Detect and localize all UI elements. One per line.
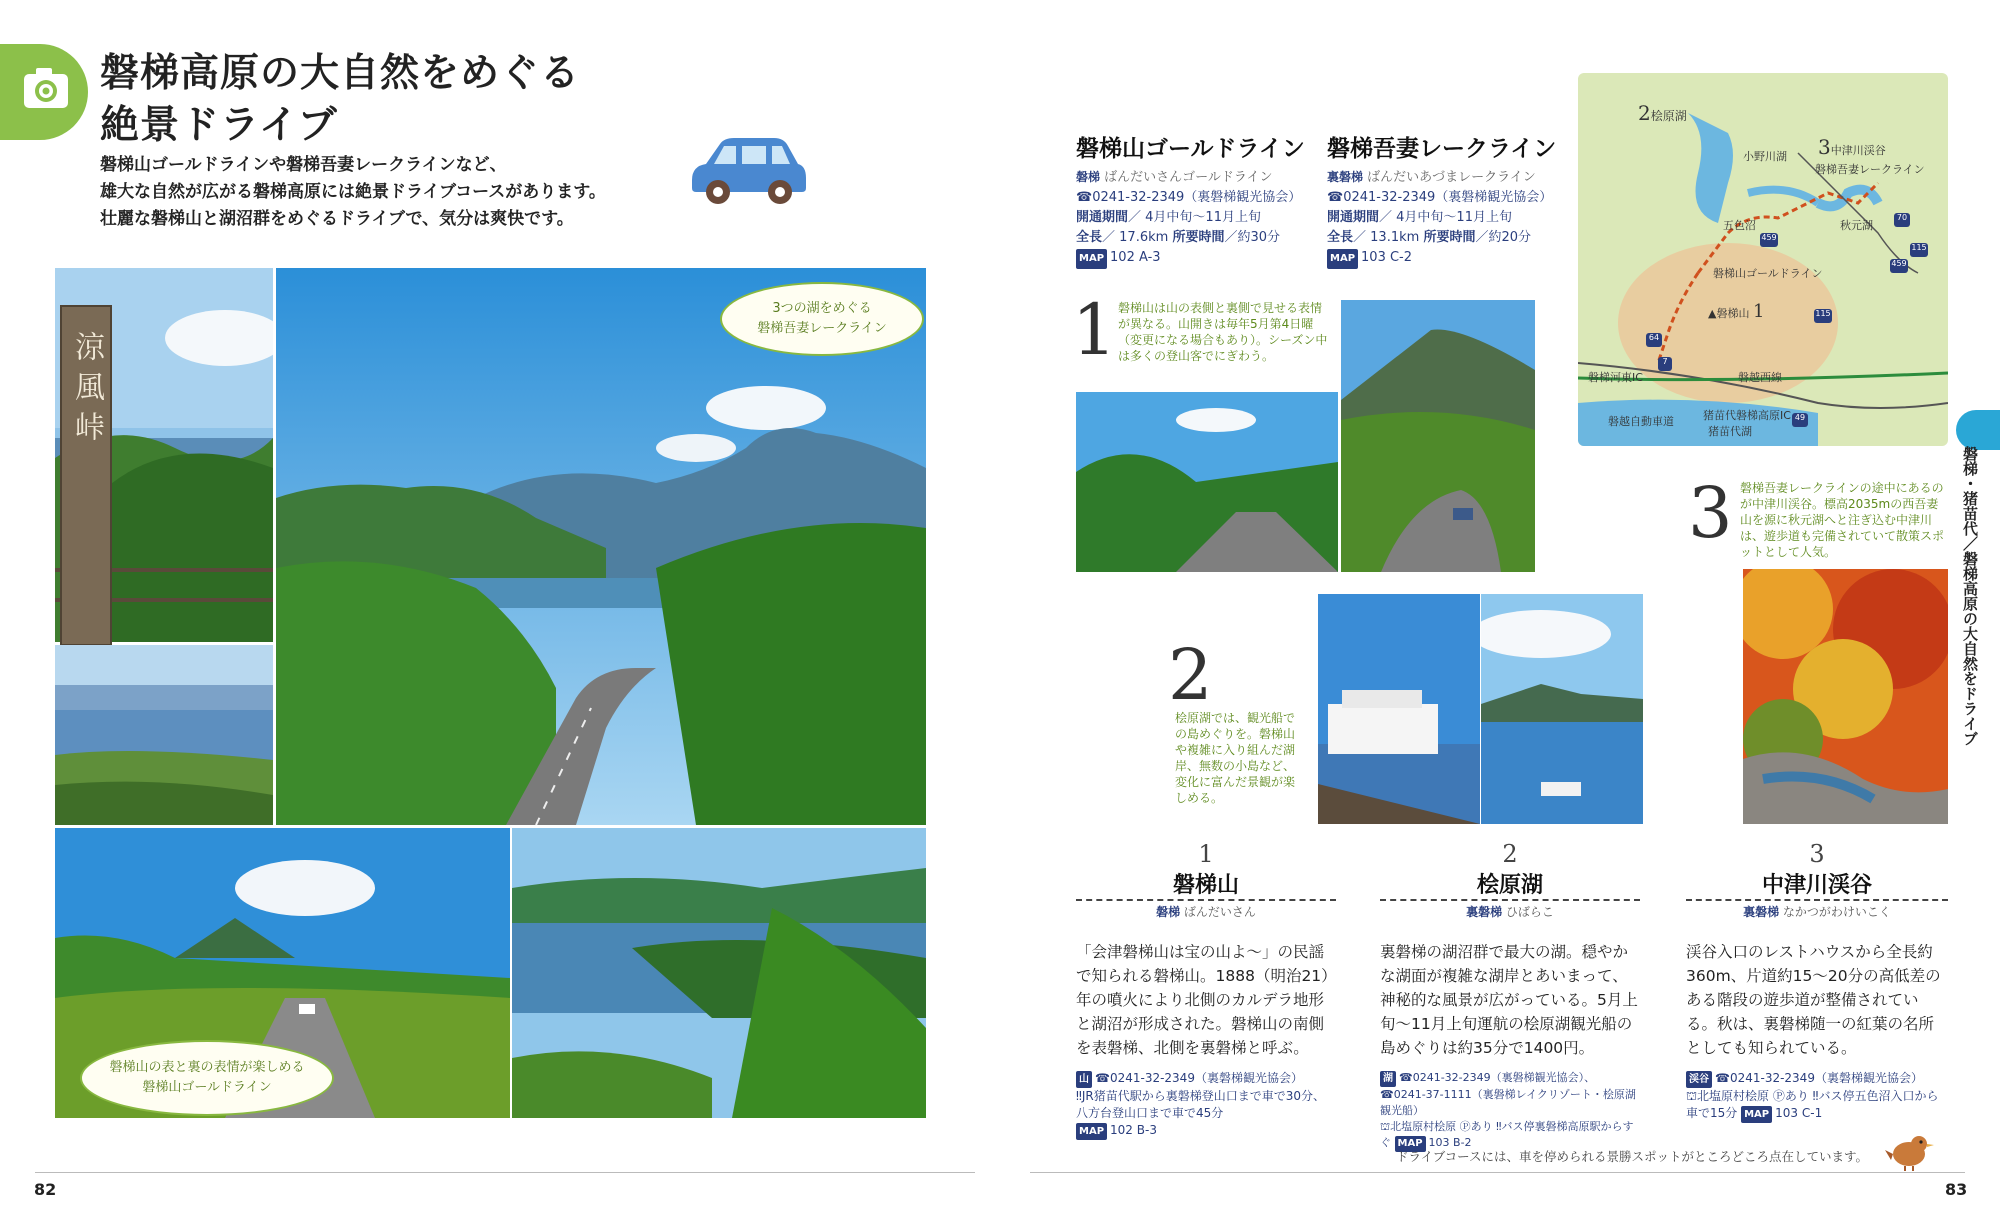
spot-name: 中津川渓谷 [1761, 873, 1872, 898]
label: 所要時間 [1172, 230, 1225, 245]
map-ref: 102 A-3 [1110, 250, 1161, 265]
page-bottom-rule [1030, 1172, 1965, 1173]
spot-reading: ばんだいさん [1183, 905, 1256, 919]
spot-bandaisan [1076, 840, 1336, 1140]
page-title [100, 48, 580, 152]
spot-access: ‼JR猪苗代駅から裏磐梯登山口まで車で30分、八方台登山口まで車で45分 [1076, 1089, 1325, 1120]
map-label-akimoto: 秋元湖 [1840, 219, 1873, 232]
bubble-text: 磐梯吾妻レークライン [757, 321, 887, 336]
route-reading: ばんだいさんゴールドライン [1104, 170, 1273, 185]
spot-reading: なかつがわけいこく [1782, 905, 1891, 919]
area-tag: 磐梯 [1156, 905, 1181, 919]
map-label-bandaisan [1708, 301, 1764, 322]
lead-line: 雄大な自然が広がる磐梯高原には絶景ドライブコースがあります。 [100, 182, 606, 202]
area-tag: 裏磐梯 [1327, 170, 1364, 184]
lead-line: 磐梯山ゴールドラインや磐梯吾妻レークラインなど、 [100, 155, 507, 175]
route-shield: 459 [1760, 233, 1778, 247]
area-tag: 裏磐梯 [1466, 905, 1503, 919]
map-label-onogawa: 小野川湖 [1743, 150, 1787, 163]
route-time: ／約30分 [1224, 230, 1280, 245]
caption-text-2: 桧原湖では、観光船での島めぐりを。磐梯山や複雑に入り組んだ湖岸、無数の小島など、変化に富んだ景観が楽しめる。 [1175, 711, 1296, 805]
label: 所要時間 [1423, 230, 1476, 245]
lead-line: 壮麗な磐梯山と湖沼群をめぐるドライブで、気分は爽快です。 [100, 209, 574, 229]
page-number-right: 83 [1945, 1180, 1968, 1199]
signpost-text: 涼風峠 [69, 331, 104, 451]
route-length: ／ 13.1km [1353, 230, 1420, 245]
route-period: ／ 4月中旬〜11月上旬 [1379, 210, 1512, 225]
photo-nakatsugawa-gorge [1743, 569, 1948, 824]
page-bottom-rule [35, 1172, 975, 1173]
route-title: 磐梯吾妻レークライン [1327, 136, 1557, 162]
route-phone: ☎0241-32-2349（裏磐梯観光協会） [1327, 190, 1553, 205]
footer-note: ドライブコースには、車を停められる景勝スポットがところどころ点在しています。 [1396, 1149, 1869, 1164]
label: 開通期間 [1076, 210, 1129, 225]
spot-number: 3 [1809, 840, 1825, 868]
route-shield: 459 [1890, 259, 1908, 273]
label: 全長 [1327, 230, 1354, 245]
spot-hibara [1380, 840, 1640, 1152]
area-tag: 裏磐梯 [1743, 905, 1780, 919]
map-label: 中津川渓谷 [1830, 144, 1886, 157]
route-reading: ばんだいあづまレークライン [1367, 170, 1536, 185]
route-period: ／ 4月中旬〜11月上旬 [1128, 210, 1261, 225]
car-illustration [686, 130, 810, 210]
label: 全長 [1076, 230, 1103, 245]
photo-lakeline-volcano [1341, 300, 1535, 572]
route-phone: ☎0241-32-2349（裏磐梯観光協会） [1076, 190, 1302, 205]
map-label-kawahigashi: 磐梯河東IC [1588, 371, 1643, 384]
map-badge: MAP [1741, 1106, 1772, 1123]
map-num: 1 [1752, 301, 1765, 322]
photo-hibara-lake [1481, 594, 1643, 824]
title-line-1: 磐梯高原の大自然をめぐる [100, 51, 581, 96]
spot-name: 磐梯山 [1172, 873, 1239, 898]
map-num: 3 [1818, 135, 1831, 159]
bubble-text: 3つの湖をめぐる [772, 301, 872, 316]
route-goldline [1076, 130, 1326, 269]
caption-text-3: 磐梯吾妻レークラインの途中にあるのが中津川渓谷。標高2035mの西吾妻山を源に秋元湖へと注ぎ込む中津川は、遊歩道も完備されていて散策スポットとして人気。 [1740, 481, 1945, 559]
side-tab-marker [1956, 410, 2000, 450]
photo-sightseeing-boat [1318, 594, 1480, 824]
spot-number: 1 [1198, 840, 1214, 868]
map-ref: 103 C-1 [1775, 1106, 1823, 1120]
spot-number: 2 [1502, 840, 1518, 868]
photo-lake-overlook [55, 645, 273, 825]
map-label-lakeline: 磐梯吾妻レークライン [1815, 163, 1925, 176]
camera-icon [0, 44, 88, 140]
spot-access: ⛫北塩原村桧原 Ⓟあり ‼バス停五色沼入口から車で15分 [1686, 1089, 1939, 1120]
caption-text-1: 磐梯山は山の表側と裏側で見せる表情が異なる。山開きは毎年5月第4日曜（変更になる場合もあり）。シーズン中は多くの登山客でにぎわう。 [1118, 301, 1328, 363]
caption-number-1: 1 [1072, 289, 1117, 371]
spot-nakatsugawa [1686, 840, 1948, 1123]
camera-icon-tab [0, 44, 88, 140]
map-badge: MAP [1395, 1136, 1426, 1152]
map-label-jidoshado: 磐越自動車道 [1608, 415, 1674, 428]
spot-description: 渓谷入口のレストハウスから全長約360m、片道約15〜20分の高低差のある階段の遊歩道が整備されている。秋は、裏磐梯随一の紅葉の名所としても知られている。 [1686, 943, 1941, 1057]
bird-icon [1885, 1128, 1935, 1172]
bubble-text: 磐梯山の表と裏の表情が楽しめる [109, 1060, 305, 1075]
map-label-goldline: 磐梯山ゴールドライン [1713, 267, 1823, 280]
spot-phone: ☎0241-32-2349（裏磐梯観光協会） [1715, 1071, 1923, 1085]
map-label-inawashiro-ko: 猪苗代湖 [1708, 425, 1752, 438]
map-label: 桧原湖 [1650, 109, 1687, 123]
route-title: 磐梯山ゴールドライン [1076, 136, 1305, 162]
route-length: ／ 17.6km [1102, 230, 1169, 245]
spot-phone: ☎0241-32-2349（裏磐梯観光協会）、☎0241-37-1111（裏磐梯レイクリゾート・桧原湖観光船） [1380, 1071, 1636, 1117]
lead-text [100, 152, 660, 233]
route-shield: 70 [1894, 213, 1910, 227]
route-time: ／約20分 [1475, 230, 1531, 245]
map-ref: 103 C-2 [1361, 250, 1413, 265]
map-badge: MAP [1076, 249, 1107, 269]
caption-number-3: 3 [1688, 472, 1733, 554]
route-shield: 49 [1792, 413, 1808, 427]
map-ref: 103 B-2 [1428, 1136, 1472, 1149]
bubble-text: 磐梯山ゴールドライン [142, 1080, 272, 1095]
map-label-bandainishi: 磐越西線 [1738, 371, 1782, 384]
signpost [60, 305, 112, 646]
route-map [1578, 73, 1948, 446]
label: 開通期間 [1327, 210, 1380, 225]
side-tab-text: 磐梯・猪苗代／磐梯高原の大自然をドライブ [1961, 446, 1979, 746]
map-ref: 102 B-3 [1110, 1123, 1157, 1137]
map-num: 2 [1638, 101, 1651, 125]
route-shield: 115 [1910, 243, 1928, 257]
caption-number-2: 2 [1168, 634, 1213, 716]
spot-description: 「会津磐梯山は宝の山よ〜」の民謡で知られる磐梯山。1888（明治21）年の噴火により北側のカルデラ地形と湖沼が形成された。磐梯山の南側を表磐梯、北側を裏磐梯と呼ぶ。 [1076, 943, 1329, 1057]
photo-goldline-forest [1076, 392, 1338, 572]
spot-phone: ☎0241-32-2349（裏磐梯観光協会） [1095, 1071, 1303, 1085]
spot-access: ⛫北塩原村桧原 Ⓟあり ‼バス停裏磐梯高原駅からすぐ [1380, 1120, 1634, 1149]
map-label-goshikinuma: 五色沼 [1723, 219, 1756, 232]
route-shield: 64 [1646, 333, 1662, 347]
bubble-lakeline [720, 282, 924, 356]
spot-description: 裏磐梯の湖沼群で最大の湖。穏やかな湖面が複雑な湖岸とあいまって、神秘的な風景が広がっている。5月上旬〜11月上旬運航の桧原湖観光船の島めぐりは約35分で1400円。 [1380, 943, 1638, 1057]
map-label-nakatsugawa [1818, 135, 1886, 159]
category-badge: 湖 [1380, 1071, 1396, 1087]
map-label-hibara [1638, 101, 1687, 125]
map-badge: MAP [1076, 1123, 1107, 1140]
map-badge: MAP [1327, 249, 1358, 269]
title-line-2: 絶景ドライブ [100, 103, 338, 148]
category-badge: 渓谷 [1686, 1071, 1712, 1088]
spot-name: 桧原湖 [1476, 873, 1543, 898]
category-badge: 山 [1076, 1071, 1092, 1088]
bubble-goldline [80, 1040, 334, 1116]
route-shield: 7 [1658, 357, 1672, 371]
map-label-inawashiro-ic: 猪苗代磐梯高原IC [1703, 409, 1791, 422]
area-tag: 磐梯 [1076, 170, 1101, 184]
map-label: ▲磐梯山 [1708, 307, 1750, 320]
spot-reading: ひばらこ [1505, 905, 1554, 919]
photo-lake-islands [512, 828, 926, 1118]
page-number-left: 82 [34, 1180, 57, 1199]
route-lakeline [1327, 130, 1577, 269]
route-shield: 115 [1814, 309, 1832, 323]
